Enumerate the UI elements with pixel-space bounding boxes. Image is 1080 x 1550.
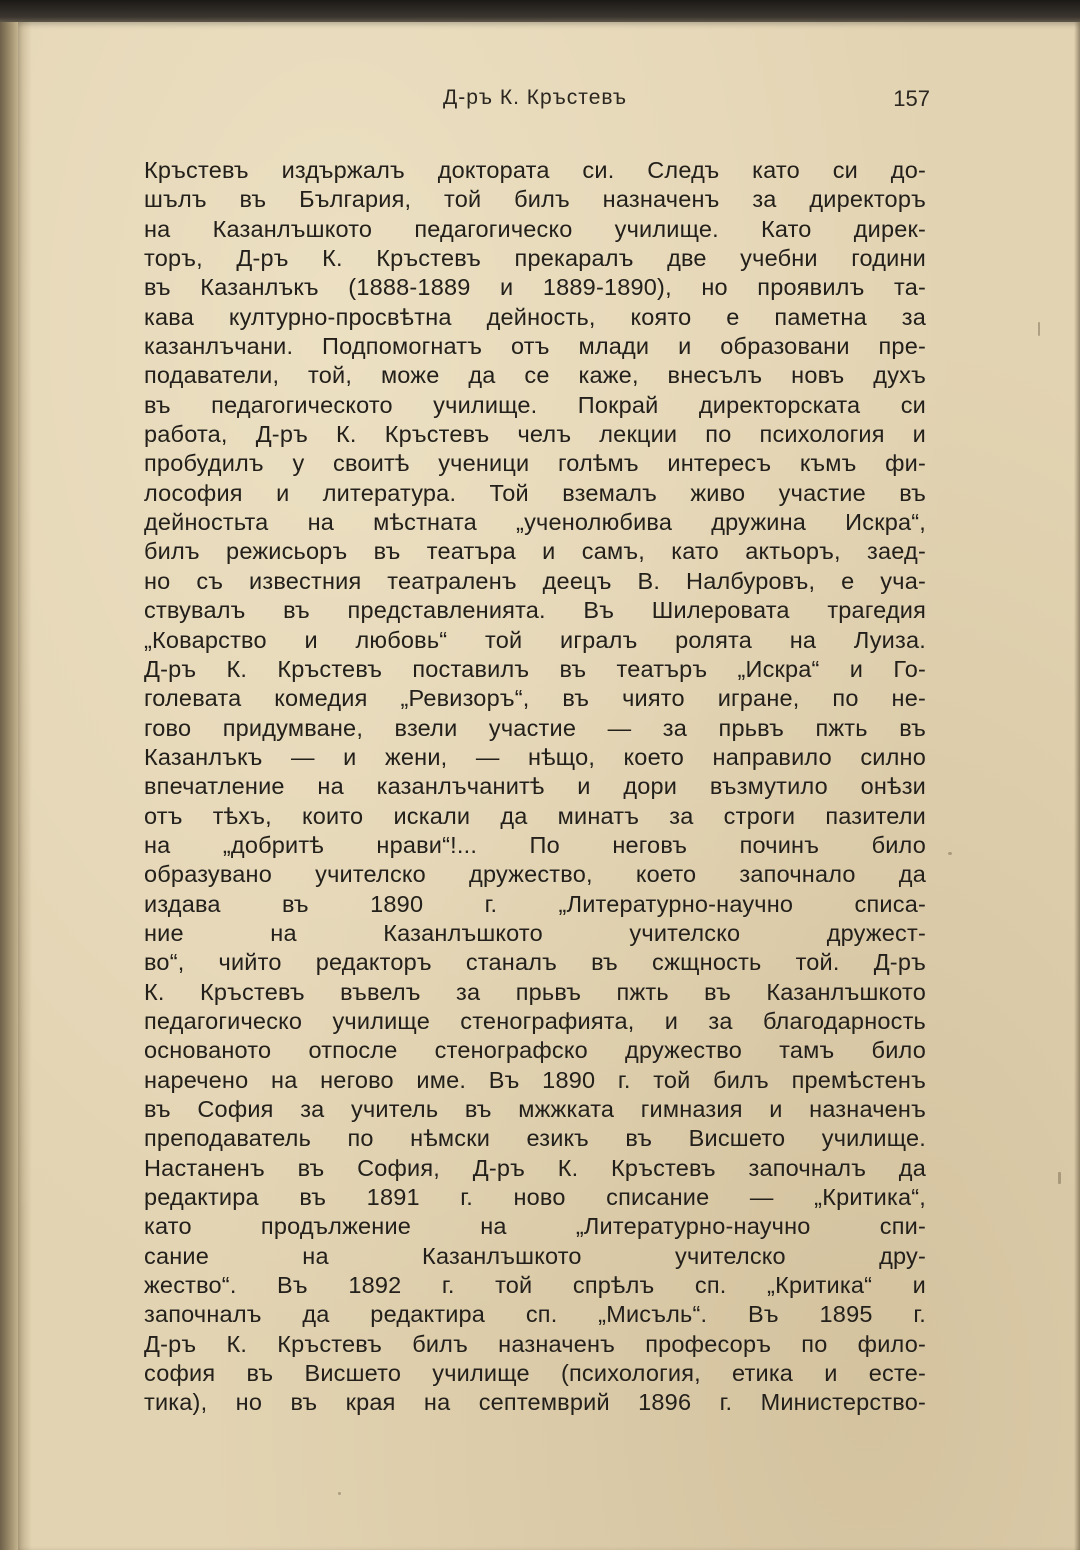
text-line: въ София за учитель въ мжжката гимназия и назначенъ (144, 1096, 926, 1122)
text-line: лософия и литература. Той вземалъ живо участие въ (144, 479, 926, 506)
text-line: на „добритѣ нрави“!... По неговъ починъ било (144, 831, 926, 858)
text-line: работа, Д-ръ К. Кръстевъ челъ лекции по психология и (144, 421, 926, 448)
page-right-shadow (1074, 22, 1080, 1550)
text-line: редактира въ 1891 г. ново списание — „Критика“, (144, 1184, 926, 1211)
text-line: Казанлъкъ — и жени, — нѣщо, което направило силно (144, 743, 926, 770)
page-number: 157 (893, 86, 930, 111)
text-line: софия въ Висшето училище (психология, етика и есте- (144, 1360, 926, 1387)
text-line: ние на Казанлъшкото учителско дружест- (144, 919, 926, 946)
text-line: „Коварство и любовь“ той игралъ ролята на Луиза. (144, 626, 926, 653)
text-line: дейностьта на мѣстната „ученолюбива дружина Искра“, (144, 509, 926, 536)
text-line: наречено на негово име. Въ 1890 г. той билъ премѣстенъ (144, 1066, 926, 1093)
book-spine-edge (0, 22, 20, 1550)
text-line: сание на Казанлъшкото учителско дру- (144, 1242, 926, 1269)
text-line: гово придумване, взели участие — за прьвъ пжть въ (144, 714, 926, 741)
text-line: кава културно-просвѣтна дейность, която е паметна за (144, 303, 926, 330)
text-line: ствувалъ въ представленията. Въ Шилеровата трагедия (144, 597, 926, 624)
text-line: педагогическо училище стенографията, и за благодарность (144, 1007, 926, 1034)
text-line: на Казанлъшкото педагогическо училище. Като дирек- (144, 215, 926, 242)
paper-speck (948, 852, 952, 855)
text-line: въ Казанлъкъ (1888-1889 и 1889-1890), но проявилъ та- (144, 274, 926, 301)
running-head (140, 86, 930, 116)
text-line: въ педагогическото училище. Покрай директорската си (144, 391, 926, 418)
text-line: подаватели, той, може да се каже, внесълъ новъ духъ (144, 362, 926, 389)
paper-speck (1038, 322, 1040, 336)
running-title: Д-ръ К. Кръстевъ (443, 86, 627, 109)
paper-speck (1058, 1172, 1061, 1184)
body-text (144, 156, 926, 1418)
text-line: шълъ въ България, той билъ назначенъ за директоръ (144, 186, 926, 213)
text-line: во“, чийто редакторъ станалъ въ сжщность той. Д-ръ (144, 949, 926, 976)
text-line: Настаненъ въ София, Д-ръ К. Кръстевъ започналъ да (144, 1154, 926, 1181)
text-line: пробудилъ у своитѣ ученици голѣмъ интересъ къмъ фи- (144, 450, 926, 477)
text-line: основаното отпосле стенографско дружество тамъ било (144, 1037, 926, 1064)
text-line: като продължение на „Литературно-научно спи- (144, 1213, 926, 1240)
text-line: започналъ да редактира сп. „Мисъль“. Въ 1895 г. (144, 1301, 926, 1328)
text-line: Д-ръ К. Кръстевъ поставилъ въ театъръ „Искра“ и Го- (144, 655, 926, 682)
book-top-edge (0, 0, 1080, 24)
text-line: отъ тѣхъ, които искали да минатъ за строги пазители (144, 802, 926, 829)
text-line: но съ известния театраленъ деецъ В. Налбуровъ, е уча- (144, 567, 926, 594)
text-line: жество“. Въ 1892 г. той спрѣлъ сп. „Критика“ и (144, 1272, 926, 1299)
text-line: издава въ 1890 г. „Литературно-научно списа- (144, 890, 926, 917)
text-line: преподаватель по нѣмски езикъ въ Висшето училище. (144, 1125, 926, 1152)
text-line: Кръстевъ издържалъ доктората си. Следъ като си до- (144, 157, 926, 183)
text-line: впечатление на казанлъчанитѣ и дори възмутило онѣзи (144, 773, 926, 800)
text-line: Д-ръ К. Кръстевъ билъ назначенъ професоръ по фило- (144, 1330, 926, 1357)
text-line: голевата комедия „Ревизоръ“, въ чиято игране, по не- (144, 685, 926, 712)
paper-speck (338, 1492, 341, 1495)
text-line: образувано учителско дружество, което започнало да (144, 861, 926, 888)
text-line: тика), но въ края на септемврий 1896 г. Министерство- (144, 1389, 926, 1416)
text-line: казанлъчани. Подпомогнатъ отъ млади и образовани пре- (144, 333, 926, 360)
text-line: К. Кръстевъ въвелъ за прьвъ пжть въ Казанлъшкото (144, 978, 926, 1005)
text-line: торъ, Д-ръ К. Кръстевъ прекаралъ две учебни години (144, 245, 926, 272)
text-line: билъ режисьоръ въ театъра и самъ, като актьоръ, заед- (144, 538, 926, 565)
